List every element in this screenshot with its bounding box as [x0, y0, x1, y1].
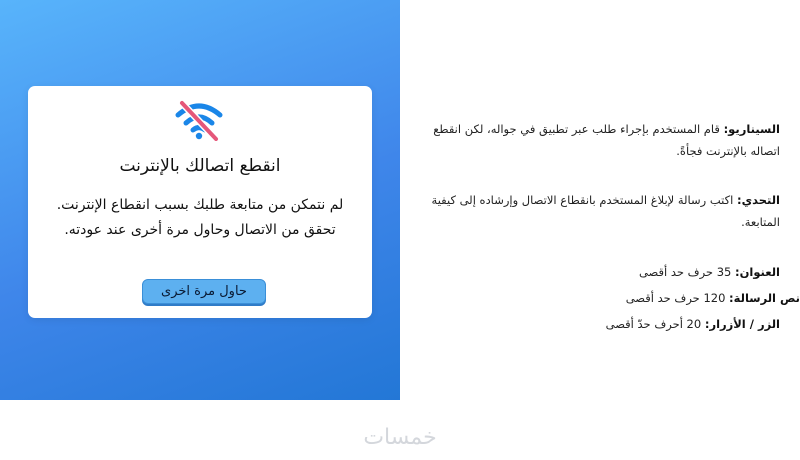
- retry-button[interactable]: حاول مرة اخرى: [142, 279, 266, 304]
- dialog-message: [40, 193, 360, 243]
- scenario-paragraph: [410, 118, 780, 162]
- challenge-paragraph: [410, 189, 780, 233]
- button-limit: [410, 314, 780, 334]
- body-limit-value: 120 حرف حد أقصى: [625, 291, 726, 305]
- button-limit-value: 20 أحرف حدّ أقصى: [605, 317, 702, 331]
- scenario-label: السيناريو:: [723, 122, 780, 136]
- title-limit-label: العنوان:: [734, 265, 780, 279]
- scenario-text: قام المستخدم بإجراء طلب عبر تطبيق في جواله، لكن انقطع اتصاله بالإنترنت فجأةً.: [433, 122, 780, 158]
- title-limit-value: 35 حرف حد أقصى: [638, 265, 732, 279]
- title-limit: [410, 262, 780, 282]
- wifi-off-icon: [174, 99, 224, 141]
- dialog-title: انقطع اتصالك بالإنترنت: [119, 156, 281, 176]
- dialog-message-line-1: لم نتمكن من متابعة طلبك بسبب انقطاع الإنترنت.: [56, 197, 344, 213]
- challenge-text: اكتب رسالة لإبلاغ المستخدم بانقطاع الاتصال وإرشاده إلى كيفية المتابعة.: [431, 193, 780, 229]
- watermark-logo: خمسات: [363, 425, 437, 450]
- button-limit-label: الزر / الأزرار:: [704, 317, 780, 331]
- dialog-message-line-2: تحقق من الاتصال وحاول مرة أخرى عند عودته.: [64, 222, 336, 238]
- challenge-label: التحدي:: [736, 193, 780, 207]
- body-limit: [410, 288, 800, 308]
- body-limit-label: نص الرسالة:: [729, 291, 800, 305]
